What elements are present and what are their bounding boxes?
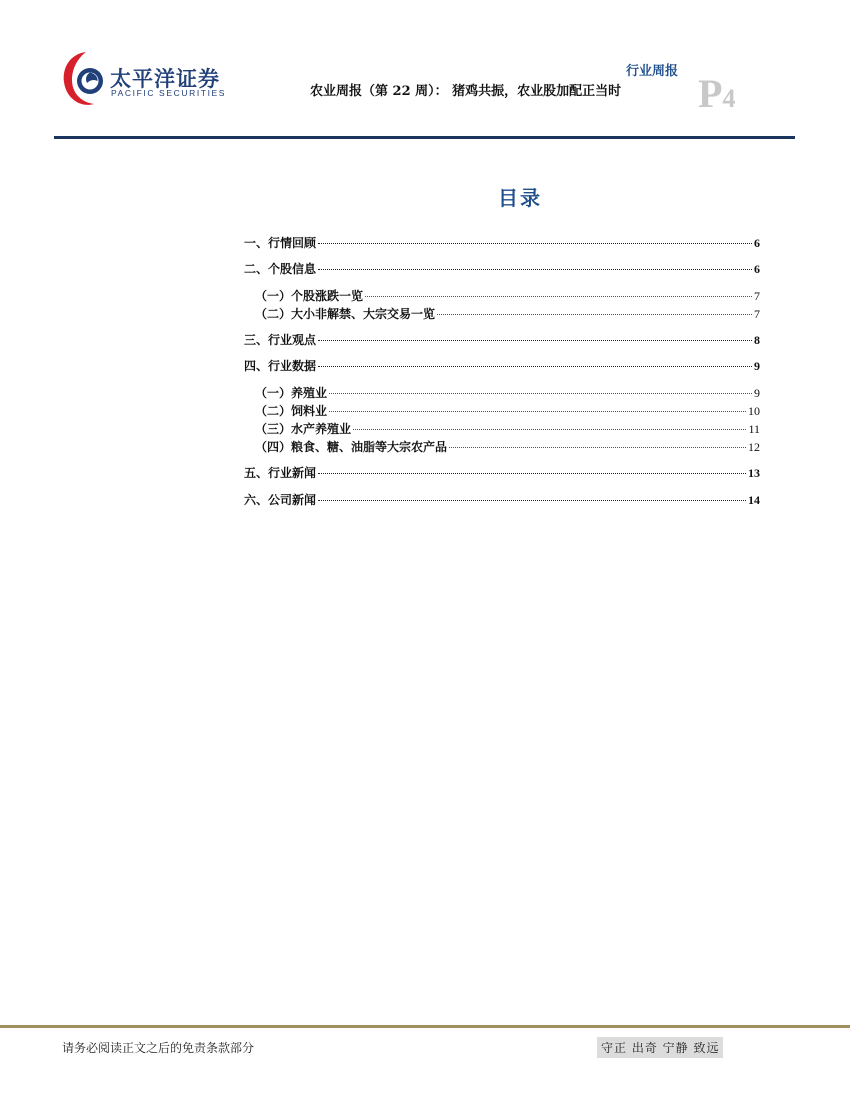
toc-item[interactable] bbox=[244, 464, 760, 482]
toc-item-page: 7 bbox=[754, 289, 760, 303]
toc-item[interactable] bbox=[244, 357, 760, 375]
toc-subitem[interactable] bbox=[244, 438, 760, 456]
toc-item[interactable] bbox=[244, 491, 760, 509]
toc-leader bbox=[318, 500, 746, 501]
toc-leader bbox=[353, 429, 746, 430]
toc-item-label: 五、行业新闻 bbox=[244, 466, 317, 480]
toc-item-label: （三）水产养殖业 bbox=[255, 422, 352, 436]
toc-subitem[interactable] bbox=[244, 420, 760, 438]
page-letter: P bbox=[698, 71, 723, 116]
toc-item-page: 7 bbox=[754, 307, 760, 321]
toc-item-label: （二）饲料业 bbox=[255, 404, 328, 418]
toc-item[interactable] bbox=[244, 260, 760, 278]
toc-item-page: 11 bbox=[748, 422, 760, 436]
toc-title: 目录 bbox=[498, 186, 542, 210]
toc-item-page: 6 bbox=[754, 262, 760, 276]
toc-item-page: 6 bbox=[754, 236, 760, 250]
toc-subitem[interactable] bbox=[244, 287, 760, 305]
company-logo bbox=[60, 46, 240, 110]
header-divider bbox=[54, 136, 795, 139]
toc-item-label: （一）养殖业 bbox=[255, 386, 328, 400]
toc-item-page: 8 bbox=[754, 333, 760, 347]
logo-chinese-name: 太平洋证券 bbox=[110, 67, 220, 91]
toc-leader bbox=[318, 269, 752, 270]
toc-leader bbox=[437, 314, 752, 315]
toc-item-label: （二）大小非解禁、大宗交易一览 bbox=[255, 307, 436, 321]
toc-item[interactable] bbox=[244, 331, 760, 349]
toc-subitem[interactable] bbox=[244, 305, 760, 323]
page-number: 4 bbox=[722, 84, 736, 113]
toc-item-page: 14 bbox=[748, 493, 760, 507]
footer-disclaimer: 请务必阅读正文之后的免责条款部分 bbox=[62, 1041, 255, 1055]
toc-leader bbox=[318, 243, 752, 244]
toc-item-label: （四）粮食、糖、油脂等大宗农产品 bbox=[255, 440, 448, 454]
toc-item-label: 一、行情回顾 bbox=[244, 236, 317, 250]
page-number-mark bbox=[698, 71, 736, 116]
toc-leader bbox=[329, 411, 746, 412]
footer-divider bbox=[0, 1025, 850, 1028]
footer-motto: 守正 出奇 宁静 致远 bbox=[597, 1037, 723, 1058]
toc-leader bbox=[449, 447, 746, 448]
toc-leader bbox=[318, 340, 752, 341]
toc-item-page: 9 bbox=[754, 386, 760, 400]
toc-item-page: 10 bbox=[748, 404, 760, 418]
toc-subitem[interactable] bbox=[244, 384, 760, 402]
logo-english-name: PACIFIC SECURITIES bbox=[111, 88, 227, 98]
toc-leader bbox=[365, 296, 752, 297]
toc-leader bbox=[329, 393, 752, 394]
toc-item[interactable] bbox=[244, 234, 760, 252]
toc-leader bbox=[318, 366, 752, 367]
toc-item-label: 六、公司新闻 bbox=[244, 493, 317, 507]
toc-item-label: 二、个股信息 bbox=[244, 262, 317, 276]
toc-item-label: 四、行业数据 bbox=[244, 359, 317, 373]
toc-subitem[interactable] bbox=[244, 402, 760, 420]
report-title: 农业周报（第 22 周）： 猪鸡共振，农业股加配正当时 bbox=[310, 84, 622, 99]
toc-item-label: 三、行业观点 bbox=[244, 333, 317, 347]
toc-item-page: 12 bbox=[748, 440, 760, 454]
toc-item-label: （一）个股涨跌一览 bbox=[255, 289, 364, 303]
toc-item-page: 9 bbox=[754, 359, 760, 373]
report-type: 行业周报 bbox=[626, 64, 679, 79]
toc-item-page: 13 bbox=[748, 466, 760, 480]
pacific-logo-icon bbox=[60, 46, 110, 110]
toc-leader bbox=[318, 473, 746, 474]
